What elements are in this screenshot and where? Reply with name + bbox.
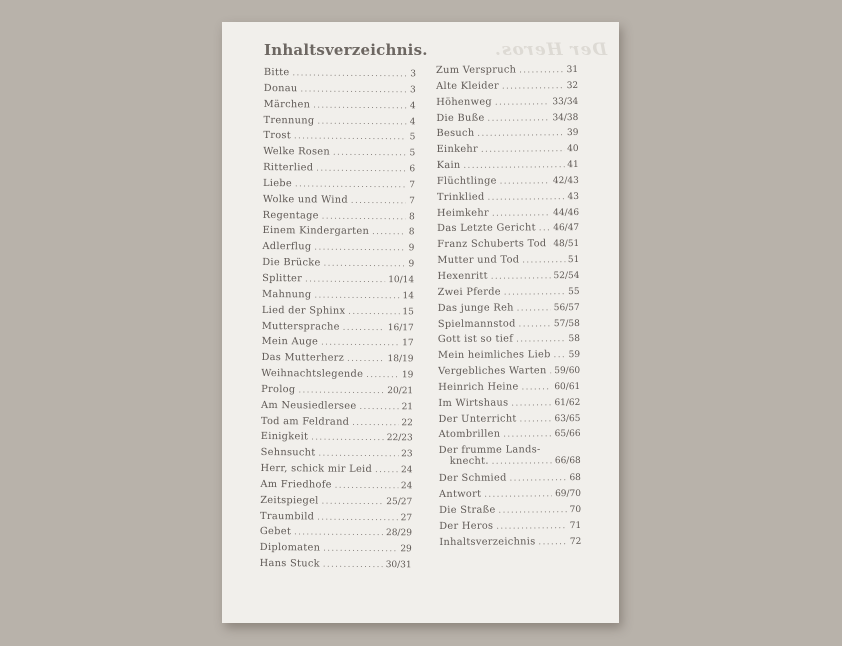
- toc-page-number: 7: [409, 196, 415, 207]
- toc-entry: [263, 115, 415, 132]
- toc-entry-title: Lied der Sphinx: [261, 304, 346, 317]
- toc-entry-title: Mutter und Tod: [437, 254, 520, 267]
- toc-entry-title: Besuch: [436, 128, 475, 140]
- toc-page-number: 16/17: [387, 322, 414, 333]
- dot-leader: [516, 334, 565, 343]
- dot-leader: [510, 473, 567, 482]
- toc-entry: [264, 67, 416, 84]
- toc-entry-title: Prolog: [261, 383, 296, 396]
- toc-entry: [261, 400, 413, 417]
- toc-entry: [436, 96, 578, 113]
- toc-entry-title: Der Schmied: [438, 472, 507, 485]
- dot-leader: [314, 243, 405, 253]
- toc-entry-title: Heinrich Heine: [438, 381, 519, 393]
- toc-page-number: 31: [566, 65, 579, 76]
- toc-page-number: 71: [569, 520, 582, 531]
- toc-entry-title: Kain: [436, 159, 461, 172]
- dot-leader: [375, 465, 398, 474]
- dot-leader: [503, 430, 551, 439]
- dot-leader: [300, 84, 407, 94]
- toc-entry-title: Antwort: [438, 488, 482, 501]
- dot-leader: [539, 224, 550, 233]
- toc-entry: [436, 127, 578, 144]
- toc-entry: [439, 536, 581, 553]
- toc-page-number: 51: [567, 255, 580, 266]
- toc-entry: [437, 175, 579, 192]
- toc-entry-title: Bitte: [263, 67, 290, 79]
- toc-entry: [262, 257, 414, 274]
- toc-page-number: 22/23: [386, 433, 413, 444]
- toc-page-number: 72: [569, 536, 582, 547]
- toc-page-number: 9: [408, 243, 415, 254]
- toc-entry-title: Alte Kleider: [436, 80, 499, 92]
- toc-page-number: 5: [409, 148, 416, 159]
- toc-entry-title: Atombrillen: [438, 428, 501, 441]
- toc-entry: [438, 397, 580, 414]
- dot-leader: [348, 306, 399, 315]
- toc-page-number: 44/46: [553, 207, 580, 218]
- dot-leader: [550, 366, 552, 375]
- toc-entry-title: Regentage: [262, 209, 319, 222]
- toc-entry: [437, 191, 579, 208]
- dot-leader: [477, 128, 564, 138]
- toc-entry: [260, 526, 412, 543]
- dot-leader: [333, 148, 407, 158]
- dot-leader: [335, 481, 398, 491]
- toc-page-number: 32: [566, 80, 579, 91]
- toc-entry-title: Inhaltsverzeichnis: [439, 535, 536, 548]
- dot-leader: [517, 303, 551, 312]
- toc-entry-title: Märchen: [263, 98, 311, 111]
- toc-page-number: 17: [402, 338, 414, 349]
- dot-leader: [311, 433, 384, 443]
- toc-entry: [438, 381, 580, 398]
- dot-leader: [463, 160, 564, 170]
- toc-entry: [263, 194, 415, 211]
- toc-entry-title: Franz Schuberts Tod: [437, 238, 547, 251]
- toc-page-number: 39: [566, 128, 579, 139]
- toc-entry: [438, 365, 580, 382]
- toc-page-number: 68: [569, 473, 581, 484]
- dot-leader: [323, 560, 383, 570]
- toc-entry: [260, 479, 412, 496]
- dot-leader: [519, 65, 563, 74]
- toc-page-number: 10/14: [388, 275, 415, 286]
- toc-page-number: 40: [567, 144, 579, 155]
- dot-leader: [511, 398, 551, 407]
- toc-entry-title: Donau: [263, 82, 298, 95]
- page-title: Inhaltsverzeichnis.: [264, 41, 428, 59]
- toc-entry: [261, 384, 413, 401]
- toc-entry: [438, 333, 580, 350]
- dot-leader: [321, 338, 399, 348]
- toc-entry: [261, 368, 413, 385]
- toc-entry-title: Die Buße: [436, 112, 485, 124]
- toc-page-number: 42/43: [552, 175, 579, 187]
- toc-page-number: 14: [402, 291, 415, 302]
- toc-page-number: 8: [408, 227, 415, 238]
- dot-leader: [294, 132, 407, 142]
- toc-page-number: 43: [567, 191, 579, 202]
- toc-entry-title: Höhenweg: [436, 96, 493, 108]
- toc-entry-title: Das junge Reh: [437, 302, 514, 314]
- toc-entry: [438, 318, 580, 335]
- toc-page-number: 60/61: [554, 381, 581, 393]
- toc-page-number: 21: [401, 401, 414, 413]
- toc-entry: [436, 112, 578, 129]
- dot-leader: [519, 319, 551, 328]
- toc-page-number: 63/65: [554, 413, 581, 424]
- toc-entry-title: Einem Kindergarten: [262, 225, 370, 238]
- toc-entry-title: Am Friedhofe: [260, 478, 332, 491]
- toc-page-number: 59: [568, 350, 581, 361]
- toc-entry-title: Zeitspiegel: [260, 494, 319, 507]
- toc-entry: [262, 241, 414, 258]
- toc-entry: [262, 305, 414, 322]
- toc-page-number: 55: [568, 286, 580, 297]
- toc-page-number: 41: [567, 160, 579, 171]
- toc-entry-title: Diplomaten: [259, 542, 321, 554]
- dot-leader: [520, 414, 552, 423]
- dot-leader: [372, 227, 406, 236]
- toc-entry: [439, 504, 581, 521]
- dot-leader: [298, 385, 384, 395]
- dot-leader: [292, 68, 407, 78]
- toc-entry-title: Am Neusiedlersee: [261, 399, 357, 412]
- toc-entry: [261, 447, 413, 464]
- toc-entry: [263, 130, 415, 147]
- toc-entry: [438, 302, 580, 319]
- toc-entry-title: Traumbild: [260, 510, 315, 523]
- toc-page-number: 65/66: [554, 429, 581, 440]
- toc-entry-title: Der Heros: [439, 520, 494, 532]
- toc-page-number: 23: [401, 449, 413, 460]
- dot-leader: [366, 370, 399, 379]
- toc-entry-title: Einigkeit: [260, 431, 309, 443]
- dot-leader: [502, 81, 564, 90]
- dot-leader: [324, 259, 406, 269]
- toc-entry: [436, 80, 578, 97]
- toc-entry-title: Der frumme Lands-: [438, 444, 541, 457]
- dot-leader: [549, 239, 550, 248]
- toc-entry: [262, 336, 414, 353]
- toc-page-number: 8: [408, 211, 415, 222]
- toc-entry-title: Herr, schick mir Leid: [260, 463, 373, 476]
- dot-leader: [352, 417, 398, 426]
- toc-entry: [437, 207, 579, 224]
- dot-leader: [347, 354, 384, 363]
- toc-entry-title: Die Straße: [439, 504, 496, 516]
- dot-leader: [491, 271, 551, 280]
- toc-entry-title: Heimkehr: [436, 207, 489, 219]
- toc-entry-title: Flüchtlinge: [436, 175, 497, 187]
- dot-leader: [496, 521, 566, 530]
- toc-entry: [439, 444, 581, 473]
- toc-page-number: 59/60: [554, 366, 581, 377]
- dot-leader: [313, 100, 407, 110]
- toc-entry-title: Mein heimliches Lieb: [437, 349, 551, 362]
- toc-page-number: 24: [400, 481, 413, 492]
- dot-leader: [484, 489, 552, 498]
- toc-entry: [262, 289, 414, 306]
- toc-page-number: 22: [401, 417, 413, 428]
- toc-entry: [439, 488, 581, 505]
- toc-entry-title-continued: knecht.: [449, 455, 489, 468]
- toc-entry: [263, 210, 415, 227]
- toc-entry-title: Tod am Feldrand: [260, 415, 350, 428]
- toc-page-number: 5: [409, 132, 416, 143]
- toc-page-number: 34/38: [552, 112, 579, 123]
- toc-page-number: 20/21: [387, 385, 414, 397]
- toc-page-number: 58: [568, 334, 580, 345]
- dot-leader: [495, 97, 549, 106]
- toc-page-number: 66/68: [554, 456, 581, 467]
- toc-page-number: 56/57: [553, 302, 580, 313]
- toc-entry-title: Einkehr: [436, 143, 479, 156]
- toc-entry-title: Das Mutterherz: [261, 352, 345, 364]
- toc-entry-title: Mahnung: [261, 288, 312, 301]
- toc-entry-title: Gebet: [259, 526, 292, 538]
- dot-leader: [504, 287, 565, 296]
- toc-entry: [438, 349, 580, 366]
- toc-entry: [437, 222, 579, 239]
- toc-entry: [263, 178, 415, 195]
- dot-leader: [488, 192, 565, 202]
- toc-entry-title: Splitter: [262, 272, 303, 285]
- toc-entry-title: Wolke und Wind: [262, 193, 349, 206]
- toc-entry-title: Trinklied: [436, 191, 485, 203]
- toc-entry: [437, 254, 579, 271]
- toc-entry-title: Mein Auge: [261, 336, 319, 348]
- toc-page-number: 33/34: [552, 96, 579, 107]
- toc-page-number: 4: [409, 100, 416, 112]
- dot-leader: [318, 449, 398, 459]
- toc-entry-title: Adlerflug: [262, 241, 312, 253]
- toc-entry-title: Gott ist so tief: [437, 333, 514, 346]
- toc-entry: [438, 286, 580, 303]
- toc-page-number: 3: [410, 69, 416, 80]
- dot-leader: [492, 208, 550, 217]
- toc-entry-title: Die Brücke: [262, 257, 321, 269]
- toc-page-number: 15: [402, 306, 414, 317]
- toc-page-number: 70: [569, 504, 582, 516]
- toc-entry-title: Muttersprache: [261, 320, 340, 333]
- toc-page-number: 52/54: [553, 270, 580, 282]
- toc-entry: [436, 64, 578, 81]
- toc-page-number: 27: [400, 512, 413, 523]
- dot-leader: [305, 274, 385, 284]
- toc-entry: [260, 558, 412, 575]
- toc-entry-title: Welke Rosen: [263, 146, 331, 158]
- dot-leader: [487, 113, 549, 122]
- toc-right-column: [436, 64, 581, 552]
- dot-leader: [522, 255, 565, 264]
- toc-page-number: 28/29: [385, 528, 412, 539]
- toc-page-number: 3: [410, 85, 416, 96]
- toc-entry: [439, 428, 581, 445]
- toc-page-number: 6: [409, 164, 416, 175]
- toc-page-number: 29: [400, 544, 412, 555]
- toc-entry-title: Ritterlied: [263, 162, 314, 174]
- toc-entry-title: Zum Verspruch: [436, 64, 517, 76]
- toc-page-number: 61/62: [554, 397, 581, 408]
- toc-page-number: 57/58: [553, 318, 580, 329]
- toc-entry: [439, 472, 581, 489]
- dot-leader: [316, 164, 406, 174]
- toc-entry-title: Trost: [263, 130, 292, 142]
- toc-entry: [437, 159, 579, 176]
- toc-page-number: 48/51: [553, 239, 580, 250]
- toc-page-number: 7: [409, 180, 416, 191]
- toc-entry: [439, 520, 581, 537]
- toc-entry-title: Der Unterricht: [438, 413, 517, 425]
- toc-entry: [260, 511, 412, 528]
- toc-entry-title: Zwei Pferde: [437, 286, 501, 298]
- dot-leader: [317, 512, 397, 522]
- dot-leader: [351, 196, 406, 205]
- toc-page-number: 18/19: [387, 354, 414, 365]
- toc-entry: [262, 225, 414, 242]
- toc-page-number: 69/70: [555, 489, 582, 500]
- toc-entry: [260, 463, 412, 480]
- toc-entry-title: Weihnachtslegende: [261, 368, 364, 380]
- toc-entry: [261, 431, 413, 448]
- dot-leader: [294, 528, 383, 538]
- book-page: [222, 22, 619, 623]
- toc-entry-title: Liebe: [262, 177, 293, 190]
- dot-leader: [314, 290, 399, 300]
- toc-entry-title: Hexenritt: [437, 270, 488, 282]
- toc-page-number: 9: [408, 259, 415, 270]
- toc-page-number: 46/47: [553, 223, 580, 234]
- dot-leader: [498, 505, 566, 514]
- dot-leader: [522, 382, 552, 391]
- dot-leader: [295, 179, 406, 189]
- toc-entry-title: Trennung: [263, 114, 315, 126]
- dot-leader: [539, 537, 567, 546]
- toc-entry: [263, 146, 415, 163]
- toc-left-column: [260, 67, 416, 575]
- toc-page-number: 24: [400, 465, 413, 476]
- dot-leader: [322, 496, 384, 506]
- toc-entry: [437, 270, 579, 287]
- toc-entry: [260, 495, 412, 512]
- toc-entry: [264, 99, 416, 116]
- toc-entry: [262, 273, 414, 290]
- toc-entry: [264, 83, 416, 100]
- toc-entry-title: Im Wirtshaus: [438, 397, 509, 409]
- toc-entry: [260, 542, 412, 559]
- dot-leader: [500, 176, 550, 185]
- dot-leader: [359, 402, 398, 411]
- dot-leader: [343, 322, 385, 331]
- toc-entry-title: Hans Stuck: [259, 558, 320, 570]
- toc-page-number: 30/31: [385, 560, 412, 571]
- toc-entry: [261, 416, 413, 433]
- toc-entry: [261, 352, 413, 369]
- toc-page-number: 4: [409, 116, 416, 127]
- toc-entry-title: Spielmannstod: [437, 317, 516, 330]
- toc-entry: [263, 162, 415, 179]
- dot-leader: [323, 544, 397, 554]
- bleed-through-text: Der Heros.: [494, 40, 608, 60]
- toc-entry: [437, 238, 579, 255]
- dot-leader: [492, 456, 552, 465]
- dot-leader: [481, 144, 564, 154]
- toc-entry: [438, 413, 580, 430]
- toc-page-number: 25/27: [386, 496, 413, 508]
- dot-leader: [554, 350, 566, 359]
- toc-entry-title: Vergebliches Warten: [438, 365, 547, 378]
- toc-entry: [262, 320, 414, 337]
- toc-entry-title: Sehnsucht: [260, 447, 316, 459]
- toc-entry-title: Das Letzte Gericht: [437, 222, 536, 235]
- dot-leader: [322, 211, 406, 221]
- toc-page-number: 19: [401, 370, 414, 381]
- toc-entry: [437, 143, 579, 160]
- dot-leader: [317, 116, 406, 126]
